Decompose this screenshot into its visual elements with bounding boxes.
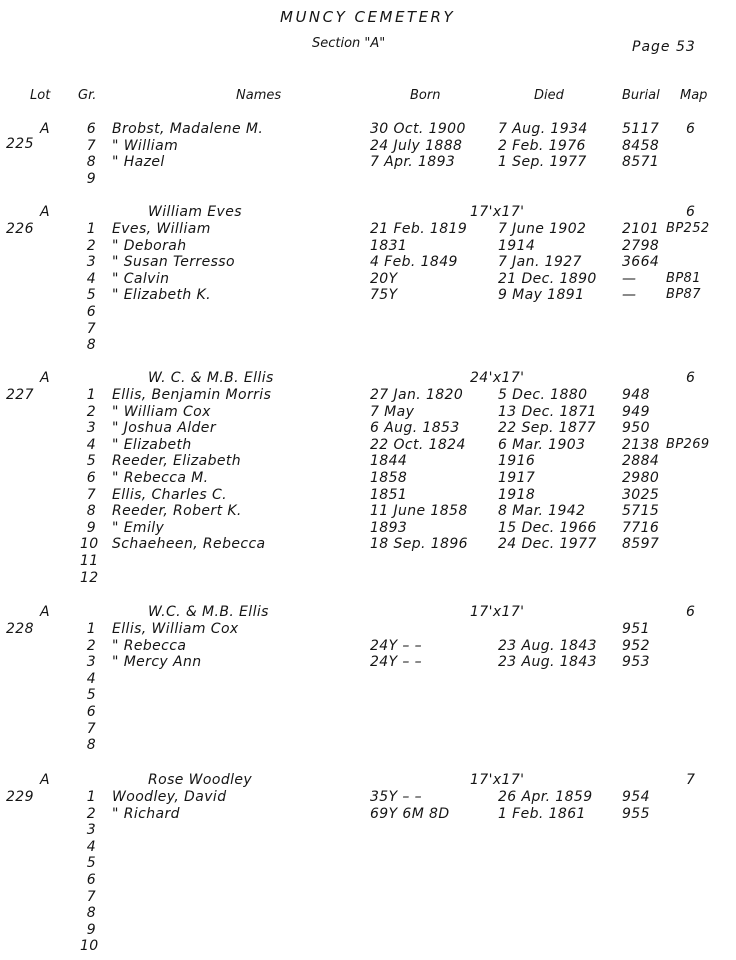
table-row bbox=[0, 520, 736, 537]
grave-born: 75Y bbox=[370, 287, 398, 304]
grave-number: 1 bbox=[86, 387, 96, 403]
grave-burial: 5117 bbox=[622, 121, 660, 137]
grave-died: 2 Feb. 1976 bbox=[498, 137, 586, 154]
grave-number: 6 bbox=[86, 304, 96, 320]
table-row bbox=[0, 404, 736, 421]
grave-born: 24Y – – bbox=[370, 637, 423, 654]
grave-number: 1 bbox=[86, 621, 96, 637]
grave-died: 7 June 1902 bbox=[498, 221, 587, 237]
grave-name: " Hazel bbox=[112, 154, 165, 171]
grave-number: 8 bbox=[86, 905, 96, 922]
lot-section: A bbox=[40, 204, 50, 220]
grave-number: 1 bbox=[86, 221, 96, 237]
grave-number: 7 bbox=[86, 720, 96, 737]
grave-number: 2 bbox=[86, 403, 96, 420]
page-number: Page 53 bbox=[632, 39, 696, 55]
grave-number: 2 bbox=[86, 237, 96, 254]
grave-number: 6 bbox=[86, 704, 96, 720]
table-row bbox=[0, 138, 736, 155]
lot-section: A bbox=[40, 772, 50, 788]
grave-died: 7 Jan. 1927 bbox=[498, 254, 582, 271]
grave-born: 1858 bbox=[370, 470, 408, 486]
table-row bbox=[0, 570, 736, 587]
grave-name: Reeder, Robert K. bbox=[112, 503, 242, 520]
table-row bbox=[0, 704, 736, 721]
grave-born: 35Y – – bbox=[370, 789, 423, 805]
table-row bbox=[0, 654, 736, 671]
lot-section: A bbox=[40, 604, 50, 620]
grave-number: 1 bbox=[86, 789, 96, 805]
grave-burial: 954 bbox=[622, 789, 650, 805]
grave-number: 6 bbox=[86, 872, 96, 888]
grave-died: 21 Dec. 1890 bbox=[498, 270, 597, 287]
table-row bbox=[0, 238, 736, 255]
grave-died: 1916 bbox=[498, 453, 536, 470]
grave-number: 4 bbox=[86, 838, 96, 855]
grave-name: Ellis, William Cox bbox=[112, 621, 239, 637]
lot-owner: Rose Woodley bbox=[148, 772, 253, 788]
grave-died: 23 Aug. 1843 bbox=[498, 637, 597, 654]
grave-name: " Deborah bbox=[112, 237, 187, 254]
grave-born: 1851 bbox=[370, 486, 408, 503]
table-row bbox=[0, 487, 736, 504]
table-row bbox=[0, 938, 736, 955]
grave-name: " Rebecca M. bbox=[112, 470, 209, 486]
grave-died: 26 Apr. 1859 bbox=[498, 789, 593, 805]
grave-number: 7 bbox=[86, 137, 96, 154]
table-row bbox=[0, 789, 736, 806]
table-row bbox=[0, 687, 736, 704]
grave-number: 8 bbox=[86, 503, 96, 520]
grave-number: 2 bbox=[86, 637, 96, 654]
table-row bbox=[0, 839, 736, 856]
table-row bbox=[0, 221, 736, 238]
grave-born: 21 Feb. 1819 bbox=[370, 221, 468, 237]
grave-number: 7 bbox=[86, 486, 96, 503]
table-row bbox=[0, 121, 736, 138]
grave-name: " Joshua Alder bbox=[112, 420, 216, 437]
column-header-names: Names bbox=[236, 88, 282, 103]
lot-section: A bbox=[40, 370, 50, 386]
grave-name: " Emily bbox=[112, 519, 165, 536]
table-row bbox=[0, 154, 736, 171]
grave-born: 22 Oct. 1824 bbox=[370, 436, 466, 453]
table-row bbox=[0, 470, 736, 487]
grave-name: " Rebecca bbox=[112, 637, 187, 654]
grave-born: 6 Aug. 1853 bbox=[370, 420, 460, 437]
grave-name: Eves, William bbox=[112, 221, 211, 237]
table-row bbox=[0, 905, 736, 922]
grave-number: 11 bbox=[80, 553, 99, 569]
grave-died: 15 Dec. 1966 bbox=[498, 519, 597, 536]
column-header-map: Map bbox=[680, 88, 708, 103]
lot-map: 7 bbox=[686, 772, 696, 788]
table-row bbox=[0, 553, 736, 570]
grave-burial: 2798 bbox=[622, 237, 660, 254]
grave-died: 1914 bbox=[498, 237, 536, 254]
table-row bbox=[0, 621, 736, 638]
grave-number: 10 bbox=[80, 536, 99, 553]
grave-died: 7 Aug. 1934 bbox=[498, 121, 588, 137]
grave-died: 5 Dec. 1880 bbox=[498, 387, 588, 403]
section-label: Section "A" bbox=[312, 36, 386, 51]
lot-size: 24'x17' bbox=[470, 370, 525, 386]
table-row bbox=[0, 420, 736, 437]
lot-number: 228 bbox=[6, 621, 34, 637]
grave-burial: 951 bbox=[622, 621, 650, 637]
grave-number: 6 bbox=[86, 121, 96, 137]
grave-number: 3 bbox=[86, 654, 96, 671]
lot-map: 6 bbox=[686, 204, 696, 220]
grave-number: 9 bbox=[86, 170, 96, 187]
grave-born: 20Y bbox=[370, 270, 398, 287]
grave-number: 5 bbox=[86, 453, 96, 470]
grave-burial: — bbox=[622, 287, 637, 304]
grave-name: Woodley, David bbox=[112, 789, 227, 805]
lot-number: 227 bbox=[6, 387, 34, 403]
grave-name: Reeder, Elizabeth bbox=[112, 453, 242, 470]
table-row bbox=[0, 737, 736, 754]
lot-owner: William Eves bbox=[148, 204, 242, 220]
grave-burial: 950 bbox=[622, 420, 650, 437]
grave-burial: 948 bbox=[622, 387, 650, 403]
table-row bbox=[0, 922, 736, 939]
table-row bbox=[0, 171, 736, 188]
grave-burial: 953 bbox=[622, 654, 650, 671]
lot-number: 226 bbox=[6, 221, 34, 237]
grave-name: " Calvin bbox=[112, 270, 170, 287]
grave-burial: 955 bbox=[622, 805, 650, 822]
grave-died: 22 Sep. 1877 bbox=[498, 420, 596, 437]
grave-born: 24 July 1888 bbox=[370, 137, 463, 154]
grave-died: 8 Mar. 1942 bbox=[498, 503, 586, 520]
grave-number: 8 bbox=[86, 337, 96, 354]
table-row bbox=[0, 503, 736, 520]
grave-burial: 8458 bbox=[622, 137, 660, 154]
grave-born: 7 Apr. 1893 bbox=[370, 154, 456, 171]
table-row bbox=[0, 536, 736, 553]
table-row bbox=[0, 855, 736, 872]
grave-burial: — bbox=[622, 270, 637, 287]
table-row bbox=[0, 321, 736, 338]
table-row bbox=[0, 822, 736, 839]
grave-number: 4 bbox=[86, 270, 96, 287]
lot-number: 229 bbox=[6, 789, 34, 805]
column-header-born: Born bbox=[410, 88, 441, 103]
table-row bbox=[0, 638, 736, 655]
grave-number: 5 bbox=[86, 855, 96, 872]
grave-burial: 8597 bbox=[622, 536, 660, 553]
grave-name: " Mercy Ann bbox=[112, 654, 202, 671]
column-header-died: Died bbox=[534, 88, 564, 103]
grave-name: " Richard bbox=[112, 805, 180, 822]
grave-number: 9 bbox=[86, 519, 96, 536]
grave-number: 7 bbox=[86, 320, 96, 337]
grave-born: 69Y 6M 8D bbox=[370, 805, 450, 822]
grave-number: 3 bbox=[86, 254, 96, 271]
lot-map: 6 bbox=[686, 604, 696, 620]
grave-name: " Susan Terresso bbox=[112, 254, 235, 271]
lot-section: A bbox=[40, 121, 50, 137]
grave-born: 18 Sep. 1896 bbox=[370, 536, 468, 553]
grave-born: 24Y – – bbox=[370, 654, 423, 671]
grave-born: 1844 bbox=[370, 453, 408, 470]
grave-died: 13 Dec. 1871 bbox=[498, 403, 597, 420]
grave-died: 9 May 1891 bbox=[498, 287, 585, 304]
grave-born: 30 Oct. 1900 bbox=[370, 121, 466, 137]
grave-name: " Elizabeth bbox=[112, 436, 192, 453]
grave-number: 4 bbox=[86, 436, 96, 453]
grave-died: 1 Sep. 1977 bbox=[498, 154, 587, 171]
grave-burial: 8571 bbox=[622, 154, 660, 171]
table-row bbox=[0, 387, 736, 404]
grave-born: 1893 bbox=[370, 519, 408, 536]
table-row bbox=[0, 254, 736, 271]
grave-burial: 2101 bbox=[622, 221, 660, 237]
grave-burial: 7716 bbox=[622, 519, 660, 536]
grave-number: 6 bbox=[86, 470, 96, 486]
grave-number: 2 bbox=[86, 805, 96, 822]
table-row bbox=[0, 287, 736, 304]
grave-died: 23 Aug. 1843 bbox=[498, 654, 597, 671]
grave-name: Schaeheen, Rebecca bbox=[112, 536, 266, 553]
grave-number: 3 bbox=[86, 420, 96, 437]
grave-burial: 952 bbox=[622, 637, 650, 654]
grave-name: " William Cox bbox=[112, 403, 211, 420]
grave-name: Brobst, Madalene M. bbox=[112, 121, 264, 137]
grave-number: 12 bbox=[80, 569, 99, 586]
lot-owner: W. C. & M.B. Ellis bbox=[148, 370, 274, 386]
grave-map: BP81 bbox=[666, 270, 701, 286]
grave-died: 6 Mar. 1903 bbox=[498, 436, 586, 453]
grave-burial: 5715 bbox=[622, 503, 660, 520]
lot-size: 17'x17' bbox=[470, 604, 525, 620]
grave-number: 9 bbox=[86, 921, 96, 938]
grave-number: 5 bbox=[86, 287, 96, 304]
lot-owner: W.C. & M.B. Ellis bbox=[148, 604, 269, 620]
table-row bbox=[0, 721, 736, 738]
table-row bbox=[0, 889, 736, 906]
lot-map: 6 bbox=[686, 121, 696, 137]
grave-map: BP252 bbox=[666, 221, 710, 236]
grave-number: 7 bbox=[86, 888, 96, 905]
grave-burial: 2980 bbox=[622, 470, 660, 486]
table-row bbox=[0, 437, 736, 454]
lot-size: 17'x17' bbox=[470, 772, 525, 788]
grave-burial: 2884 bbox=[622, 453, 660, 470]
grave-burial: 2138 bbox=[622, 436, 660, 453]
grave-number: 10 bbox=[80, 938, 99, 955]
grave-name: " Elizabeth K. bbox=[112, 287, 211, 304]
grave-number: 8 bbox=[86, 737, 96, 754]
grave-number: 8 bbox=[86, 154, 96, 171]
grave-number: 5 bbox=[86, 687, 96, 704]
table-row bbox=[0, 806, 736, 823]
grave-born: 11 June 1858 bbox=[370, 503, 468, 520]
grave-name: Ellis, Charles C. bbox=[112, 486, 227, 503]
lot-map: 6 bbox=[686, 370, 696, 386]
table-row bbox=[0, 453, 736, 470]
grave-burial: 3664 bbox=[622, 254, 660, 271]
document-title: MUNCY CEMETERY bbox=[280, 8, 456, 26]
column-header-gr: Gr. bbox=[78, 88, 97, 103]
grave-map: BP269 bbox=[666, 436, 710, 452]
table-row bbox=[0, 337, 736, 354]
lot-size: 17'x17' bbox=[470, 204, 525, 220]
grave-map: BP87 bbox=[666, 287, 701, 303]
grave-died: 1 Feb. 1861 bbox=[498, 805, 586, 822]
grave-burial: 949 bbox=[622, 403, 650, 420]
lot-number: 225 bbox=[6, 136, 34, 152]
grave-name: Ellis, Benjamin Morris bbox=[112, 387, 272, 403]
column-header-burial: Burial bbox=[622, 88, 660, 103]
grave-born: 7 May bbox=[370, 403, 415, 420]
grave-born: 27 Jan. 1820 bbox=[370, 387, 464, 403]
column-header-lot: Lot bbox=[30, 88, 51, 103]
grave-died: 1918 bbox=[498, 486, 536, 503]
table-row bbox=[0, 304, 736, 321]
table-row bbox=[0, 671, 736, 688]
grave-died: 1917 bbox=[498, 470, 536, 486]
grave-born: 1831 bbox=[370, 237, 408, 254]
table-row bbox=[0, 872, 736, 889]
grave-name: " William bbox=[112, 137, 179, 154]
grave-number: 4 bbox=[86, 670, 96, 687]
grave-died: 24 Dec. 1977 bbox=[498, 536, 597, 553]
grave-burial: 3025 bbox=[622, 486, 660, 503]
grave-born: 4 Feb. 1849 bbox=[370, 254, 458, 271]
table-row bbox=[0, 271, 736, 288]
grave-number: 3 bbox=[86, 822, 96, 839]
